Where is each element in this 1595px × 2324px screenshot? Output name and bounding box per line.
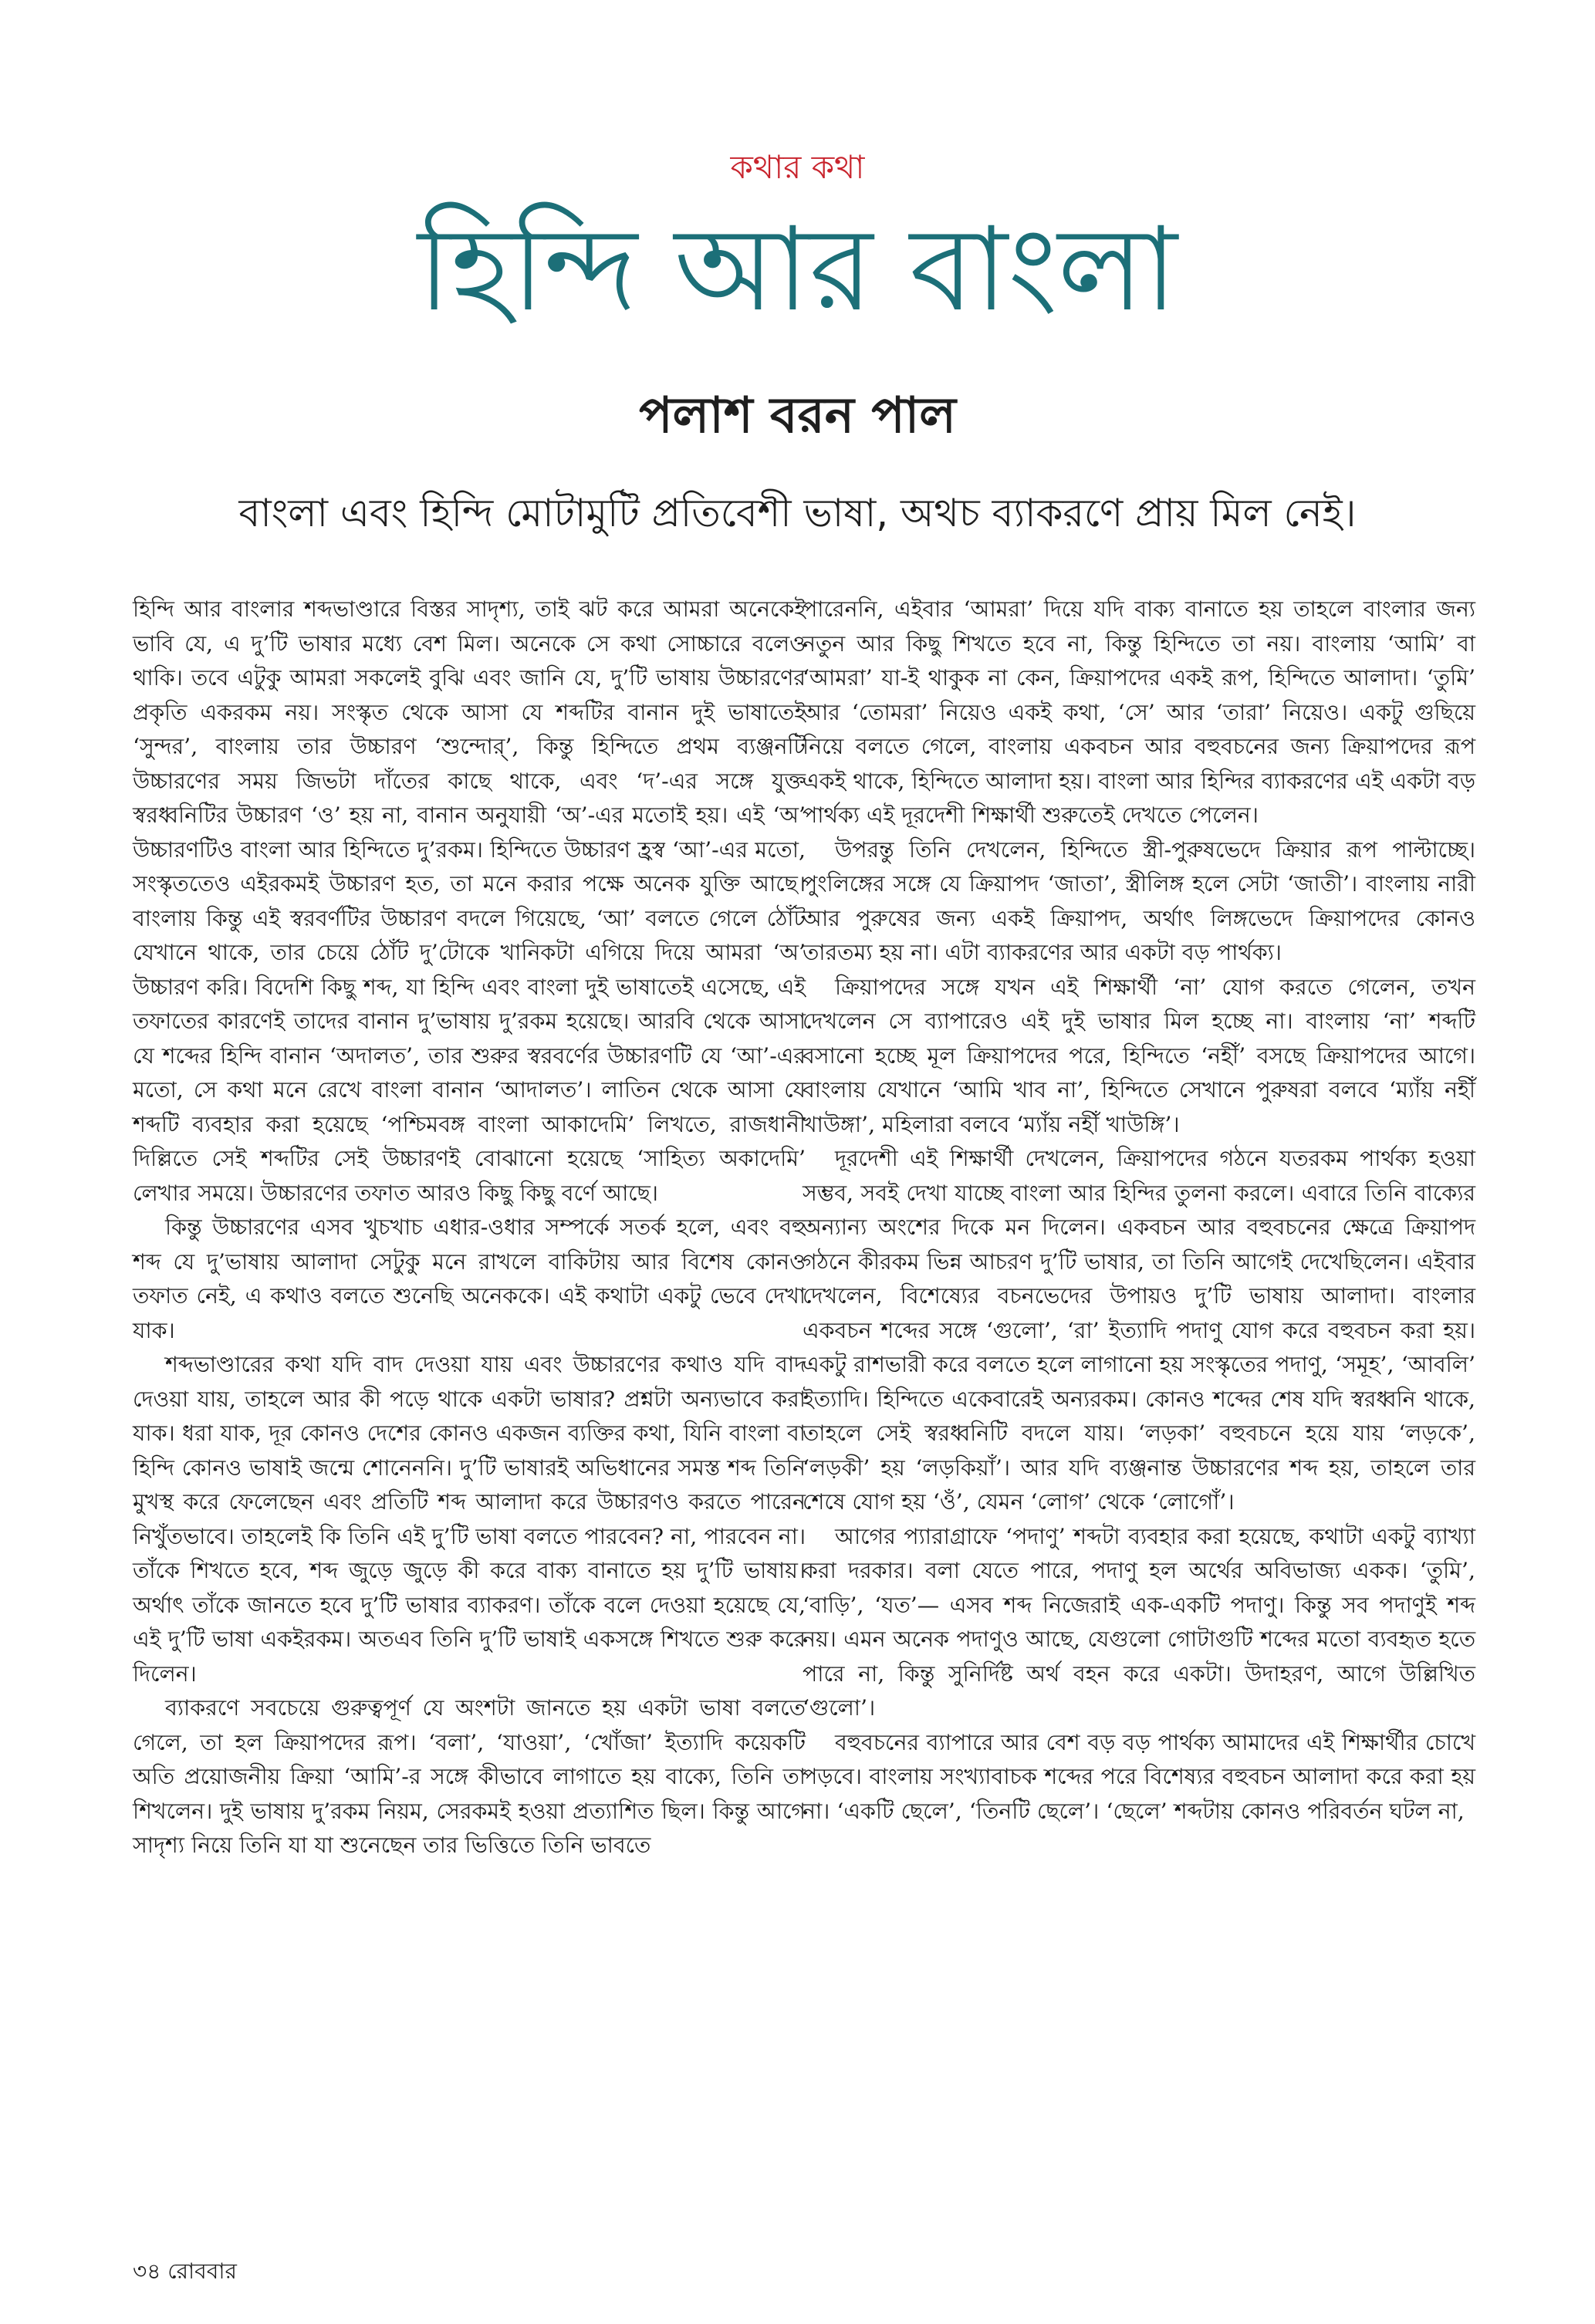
- paragraph: হিন্দি আর বাংলার শব্দভাণ্ডারে বিস্তর সাদৃশ্য, তাই ঝট করে আমরা অনেকেই ভাবি যে, এ দু’টি ভাষার মধ্যে বেশ মিল। অনেকে সে কথা সোচ্চারে বলেও থাকি। তবে এটুকু আমরা সকলেই বুঝি এবং জানি যে, দু’টি ভাষায় উচ্চারণের প্রকৃতি একরকম নয়। সংস্কৃত থেকে আসা যে শব্দটির বানান দুই ভাষাতেই ‘সুন্দর’, বাংলায় তার উচ্চারণ ‘শুন্দোর্’, কিন্তু হিন্দিতে প্রথম ব্যঞ্জনটি উচ্চারণের সময় জিভটা দাঁতের কাছে থাকে, এবং ‘দ’-এর সঙ্গে যুক্ত স্বরধ্বনিটির উচ্চারণ ‘ও’ হয় না, বানান অনুযায়ী ‘অ’-এর মতোই হয়। এই ‘অ’ উচ্চারণটিও বাংলা আর হিন্দিতে দু’রকম। হিন্দিতে উচ্চারণ হ্রস্ব ‘আ’-এর মতো, সংস্কৃততেও এইরকমই উচ্চারণ হত, তা মনে করার পক্ষে অনেক যুক্তি আছে। বাংলায় কিন্তু এই স্বরবর্ণটির উচ্চারণ বদলে গিয়েছে, ‘আ’ বলতে গেলে ঠোঁট যেখানে থাকে, তার চেয়ে ঠোঁট দু’টোকে খানিকটা এগিয়ে দিয়ে আমরা ‘অ’ উচ্চারণ করি। বিদেশি কিছু শব্দ, যা হিন্দি এবং বাংলা দুই ভাষাতেই এসেছে, এই তফাতের কারণেই তাদের বানান দু’ভাষায় দু’রকম হয়েছে। আরবি থেকে আসা যে শব্দের হিন্দি বানান ‘অদালত’, তার শুরুর স্বরবর্ণের উচ্চারণটি যে ‘আ’-এর মতো, সে কথা মনে রেখে বাংলা বানান ‘আদালত’। লাতিন থেকে আসা যে শব্দটি ব্যবহার করা হয়েছে ‘পশ্চিমবঙ্গ বাংলা আকাদেমি’ লিখতে, রাজধানী দিল্লিতে সেই শব্দটির সেই উচ্চারণই বোঝানো হয়েছে ‘সাহিত্য অকাদেমি’ লেখার সময়ে। উচ্চারণের তফাত আরও কিছু কিছু বর্ণে আছে।: [133, 596, 806, 1206]
- paragraph: আগের প্যারাগ্রাফে ‘পদাণু’ শব্দটা ব্যবহার করা হয়েছে, কথাটা একটু ব্যাখ্যা করা দরকার। বলা যেতে পারে, পদাণু হল অর্থের অবিভাজ্য একক। ‘তুমি’, ‘বাড়ি’, ‘যত’— এসব শব্দ নিজেরাই এক-একটি পদাণু। কিন্তু সব পদাণুই শব্দ নয়। এমন অনেক পদাণুও আছে, যেগুলো গোটাগুটি শব্দের মতো ব্যবহৃত হতে পারে না, কিন্তু সুনির্দিষ্ট অর্থ বহন করে একটা। উদাহরণ, আগে উল্লিখিত ‘গুলো’।: [803, 1523, 1475, 1721]
- paragraph: ব্যাকরণে সবচেয়ে গুরুত্বপূর্ণ যে অংশটা জানতে হয় একটা ভাষা বলতে গেলে, তা হল ক্রিয়াপদের রূপ। ‘বলা’, ‘যাওয়া’, ‘খোঁজা’ ইত্যাদি কয়েকটি অতি প্রয়োজনীয় ক্রিয়া ‘আমি’-র সঙ্গে কীভাবে লাগাতে হয় বাক্যে, তিনি তা শিখলেন। দুই ভাষায় দু’রকম নিয়ম, সেরকমই হওয়া প্রত্যাশিত ছিল। কিন্তু আগে সাদৃশ্য নিয়ে তিনি যা যা শুনেছেন তার ভিত্তিতে তিনি ভাবতে: [133, 1695, 806, 1858]
- paragraph: উপরন্তু তিনি দেখলেন, হিন্দিতে স্ত্রী-পুরুষভেদে ক্রিয়ার রূপ পাল্টাচ্ছে। পুংলিঙ্গের সঙ্গে যে ক্রিয়াপদ ‘জাতা’, স্ত্রীলিঙ্গ হলে সেটা ‘জাতী’। বাংলায় নারী আর পুরুষের জন্য একই ক্রিয়াপদ, অর্থাৎ লিঙ্গভেদে ক্রিয়াপদের কোনও তারতম্য হয় না। এটা ব্যাকরণের আর একটা বড় পার্থক্য।: [803, 836, 1475, 965]
- paragraph: পারেননি, এইবার ‘আমরা’ দিয়ে যদি বাক্য বানাতে হয় তাহলে বাংলার জন্য নতুন আর কিছু শিখতে হবে না, কিন্তু হিন্দিতে তা নয়। বাংলায় ‘আমি’ বা ‘আমরা’ যা-ই থাকুক না কেন, ক্রিয়াপদের একই রূপ, হিন্দিতে আলাদা। ‘তুমি’ আর ‘তোমরা’ নিয়েও একই কথা, ‘সে’ আর ‘তারা’ নিয়েও। একটু গুছিয়ে নিয়ে বলতে গেলে, বাংলায় একবচন আর বহুবচনের জন্য ক্রিয়াপদের রূপ একই থাকে, হিন্দিতে আলাদা হয়। বাংলা আর হিন্দির ব্যাকরণের এই একটা বড় পার্থক্য এই দূরদেশী শিক্ষার্থী শুরুতেই দেখতে পেলেন।: [803, 596, 1475, 828]
- article-lead: বাংলা এবং হিন্দি মোটামুটি প্রতিবেশী ভাষা, অথচ ব্যাকরণে প্রায় মিল নেই।: [238, 491, 1357, 535]
- paragraph: ক্রিয়াপদের সঙ্গে যখন এই শিক্ষার্থী ‘না’ যোগ করতে গেলেন, তখন দেখলেন সে ব্যাপারেও এই দুই ভাষার মিল হচ্ছে না। বাংলায় ‘না’ শব্দটি বসানো হচ্ছে মূল ক্রিয়াপদের পরে, হিন্দিতে ‘নহীঁ’ বসছে ক্রিয়াপদের আগে। বাংলায় যেখানে ‘আমি খাব না’, হিন্দিতে সেখানে পুরুষরা বলবে ‘ম্যাঁয় নহীঁ খাউঙ্গা’, মহিলারা বলবে ‘ম্যাঁয় নহীঁ খাউঙ্গি’।: [803, 974, 1475, 1137]
- left-column: [133, 593, 806, 1863]
- paragraph: কিন্তু উচ্চারণের এসব খুচখাচ এধার-ওধার সম্পর্কে সতর্ক হলে, এবং বহু শব্দ যে দু’ভাষায় আলাদা সেটুকু মনে রাখলে বাকিটায় আর বিশেষ কোনও তফাত নেই, এ কথাও বলতে শুনেছি অনেককে। এই কথাটা একটু ভেবে দেখা যাক।: [133, 1214, 806, 1343]
- footer-section: রোববার: [167, 2258, 237, 2284]
- section-kicker: কথার কথা: [730, 148, 865, 186]
- page-footer: [133, 2255, 237, 2291]
- paragraph: বহুবচনের ব্যাপারে আর বেশ বড় বড় পার্থক্য আমাদের এই শিক্ষার্থীর চোখে পড়বে। বাংলায় সংখ্যাবাচক শব্দের পরে বিশেষ্যর বহুবচন আলাদা করে করা হয় না। ‘একটি ছেলে’, ‘তিনটি ছেলে’। ‘ছেলে’ শব্দটায় কোনও পরিবর্তন ঘটল না,: [803, 1729, 1475, 1824]
- paragraph: শব্দভাণ্ডারের কথা যদি বাদ দেওয়া যায় এবং উচ্চারণের কথাও যদি বাদ দেওয়া যায়, তাহলে আর কী পড়ে থাকে একটা ভাষার? প্রশ্নটা অন্যভাবে করা যাক। ধরা যাক, দূর কোনও দেশের কোনও একজন ব্যক্তির কথা, যিনি বাংলা বা হিন্দি কোনও ভাষাই জন্মে শোনেননি। দু’টি ভাষারই অভিধানের সমস্ত শব্দ তিনি মুখস্থ করে ফেলেছেন এবং প্রতিটি শব্দ আলাদা করে উচ্চারণও করতে পারেন নিখুঁতভাবে। তাহলেই কি তিনি এই দু’টি ভাষা বলতে পারবেন? না, পারবেন না। তাঁকে শিখতে হবে, শব্দ জুড়ে জুড়ে কী করে বাক্য বানাতে হয় দু’টি ভাষায়। অর্থাৎ তাঁকে জানতে হবে দু’টি ভাষার ব্যাকরণ। তাঁকে বলে দেওয়া হয়েছে যে, এই দু’টি ভাষা একইরকম। অতএব তিনি দু’টি ভাষাই একসঙ্গে শিখতে শুরু করে দিলেন।: [133, 1352, 806, 1687]
- article-title: হিন্দি আর বাংলা: [417, 203, 1178, 337]
- right-column: [803, 593, 1475, 1829]
- page-number: ৩৪: [133, 2258, 161, 2284]
- author-byline: পলাশ বরন পাল: [639, 387, 956, 444]
- paragraph: দূরদেশী এই শিক্ষার্থী দেখলেন, ক্রিয়াপদের গঠনে যতরকম পার্থক্য হওয়া সম্ভব, সবই দেখা যাচ্ছে বাংলা আর হিন্দির তুলনা করলে। এবারে তিনি বাক্যের অন্যান্য অংশের দিকে মন দিলেন। একবচন আর বহুবচনের ক্ষেত্রে ক্রিয়াপদ গঠনে কীরকম ভিন্ন আচরণ দু’টি ভাষার, তা তিনি আগেই দেখেছিলেন। এইবার দেখলেন, বিশেষ্যের বচনভেদের উপায়ও দু’টি ভাষায় আলাদা। বাংলার একবচন শব্দের সঙ্গে ‘গুলো’, ‘রা’ ইত্যাদি পদাণু যোগ করে বহুবচন করা হয়। একটু রাশভারী করে বলতে হলে লাগানো হয় সংস্কৃতের পদাণু, ‘সমূহ’, ‘আবলি’ ইত্যাদি। হিন্দিতে একেবারেই অন্যরকম। কোনও শব্দের শেষ যদি স্বরধ্বনি থাকে, তাহলে সেই স্বরধ্বনিটি বদলে যায়। ‘লড়কা’ বহুবচনে হয়ে যায় ‘লড়কে’, ‘লড়কী’ হয় ‘লড়কিয়াঁ’। আর যদি ব্যঞ্জনান্ত উচ্চারণের শব্দ হয়, তাহলে তার শেষে যোগ হয় ‘ওঁ’, যেমন ‘লোগ’ থেকে ‘লোগোঁ’।: [803, 1146, 1475, 1515]
